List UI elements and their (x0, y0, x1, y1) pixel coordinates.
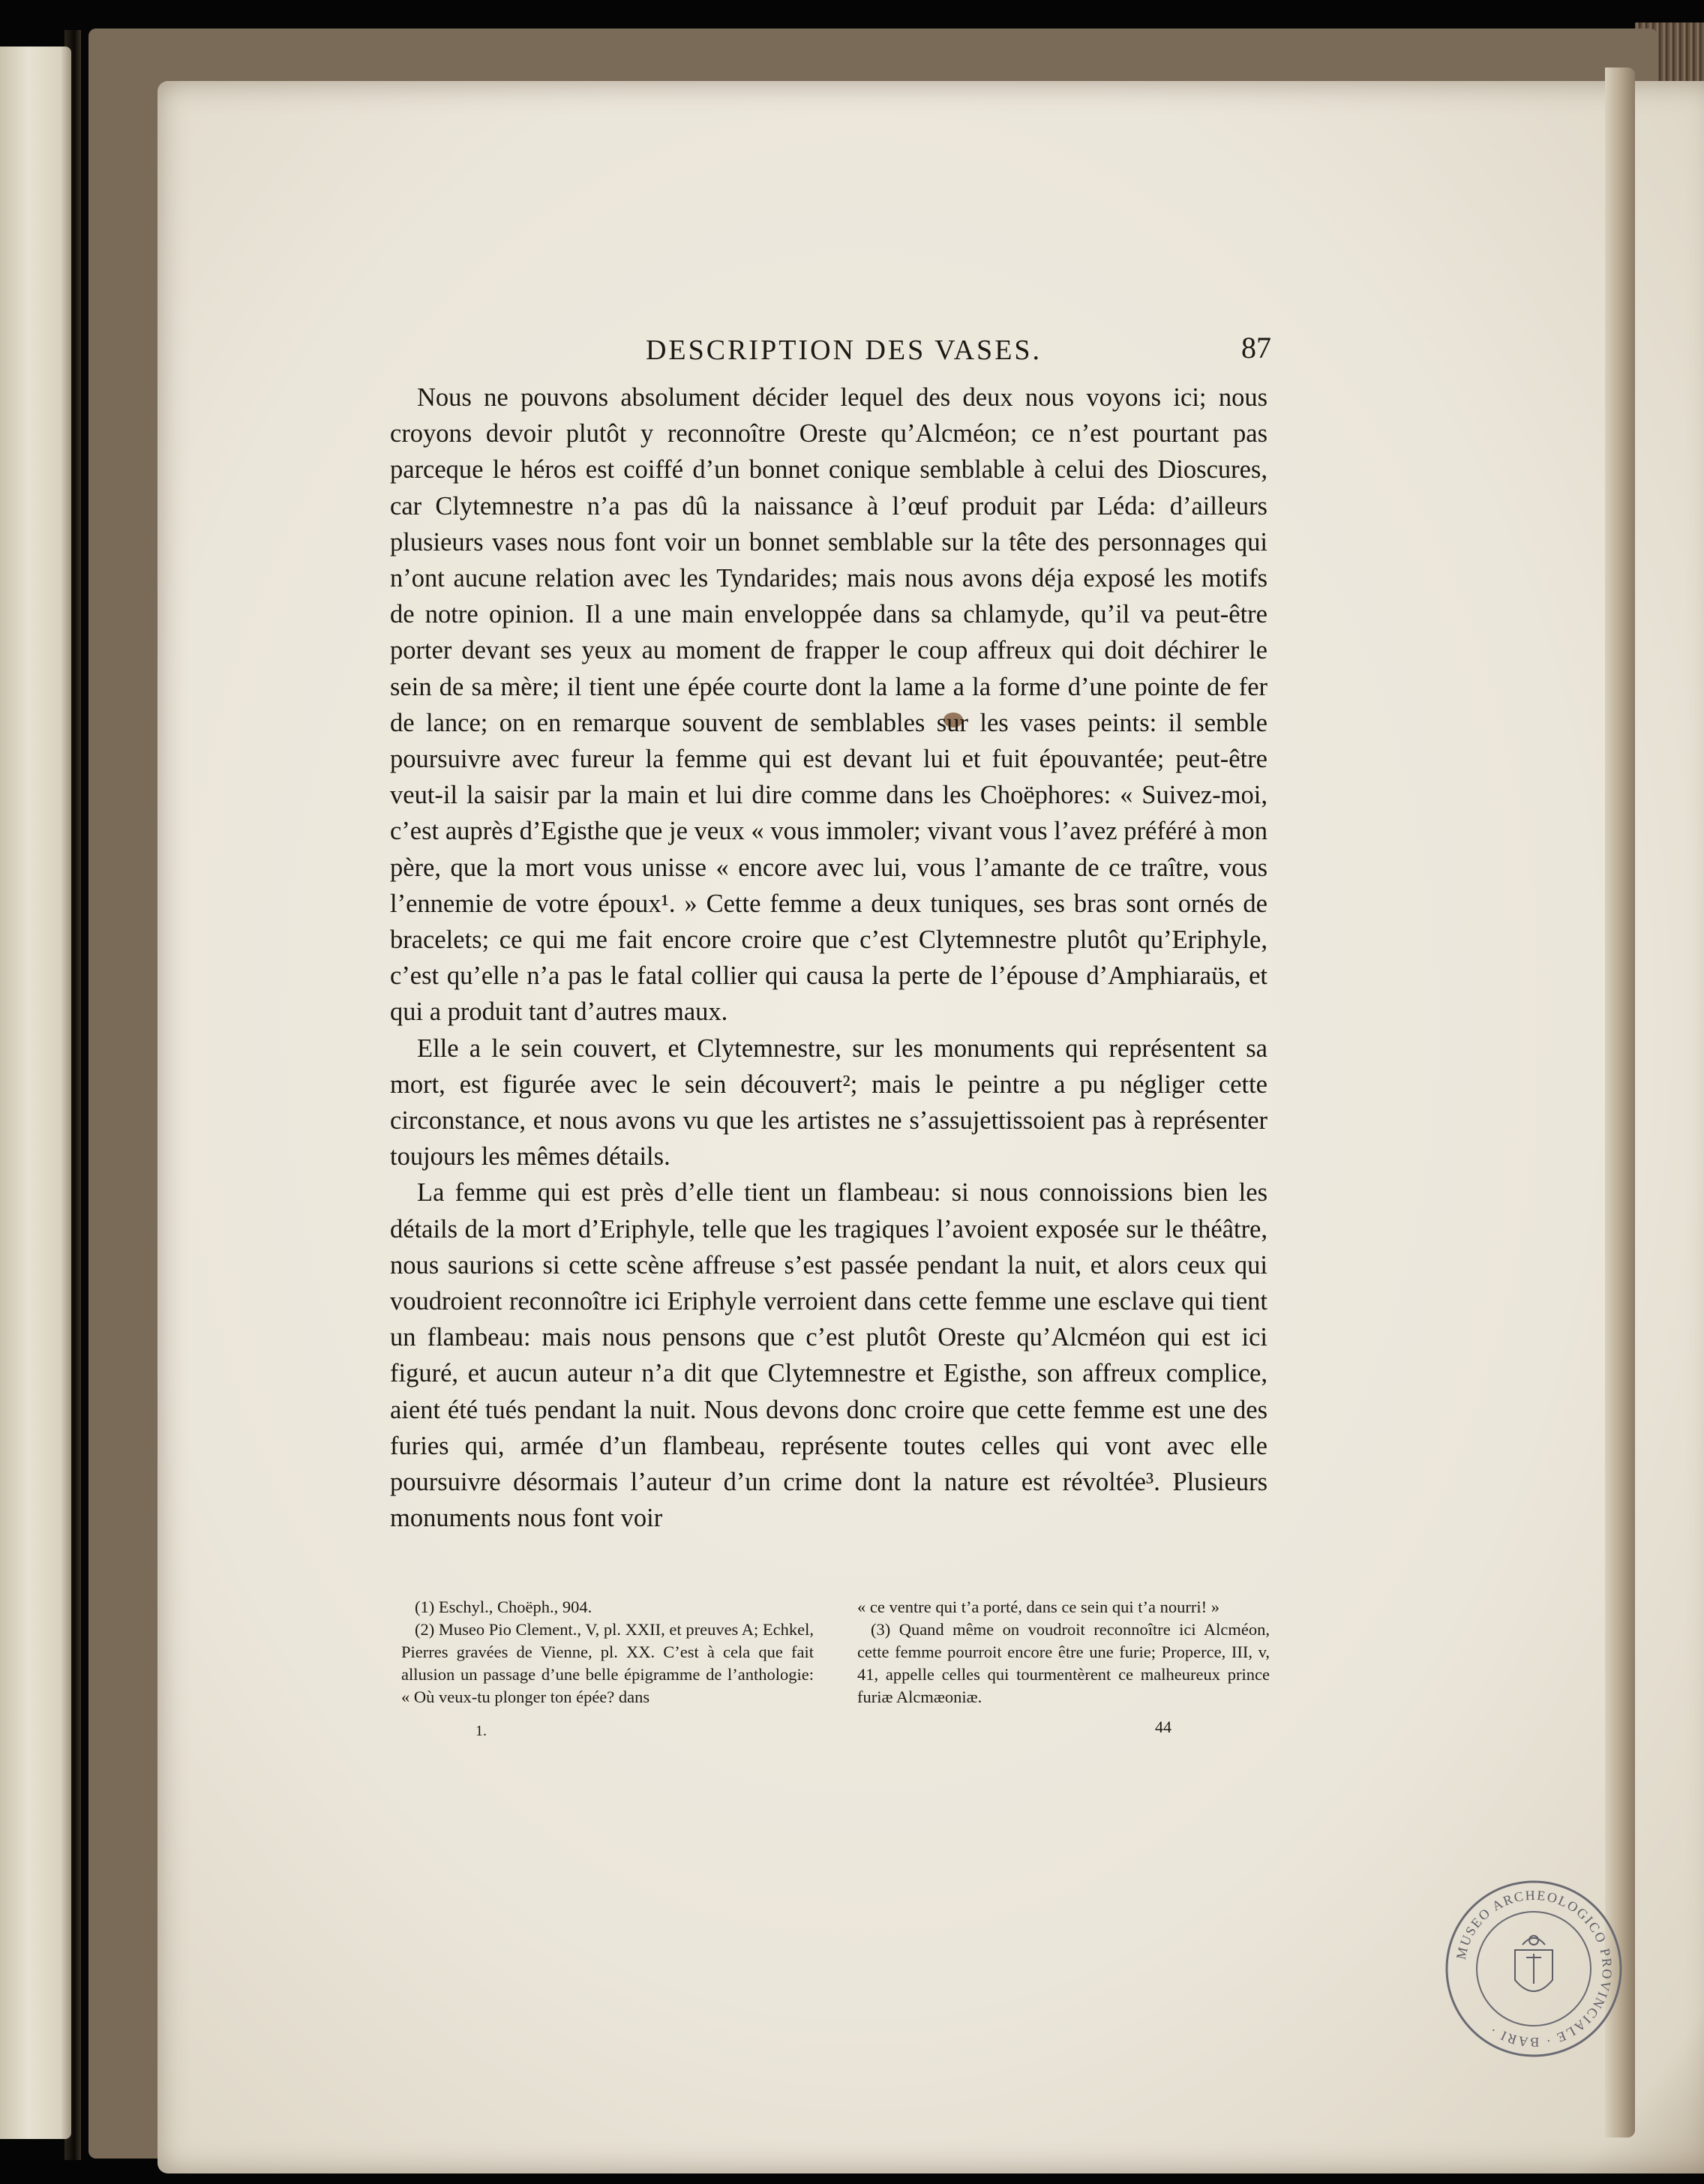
page-number: 87 (1241, 331, 1271, 364)
museum-stamp (1444, 1879, 1624, 2059)
footnote-1: (1) Eschyl., Choëph., 904. (415, 1598, 592, 1616)
footnote-2-continued: « ce ventre qui t’a porté, dans ce sein qui t’a nourri! » (857, 1598, 1220, 1616)
footnotes-right-column (857, 1596, 1270, 1708)
stamp-text: MUSEO ARCHEOLOGICO PROVINCIALE · BARI · (1453, 1887, 1616, 2050)
coat-of-arms-icon (1515, 1936, 1552, 1991)
footnote-3: (3) Quand même on voudroit reconnoître ici Alcméon, cette femme pourroit encore être une furie; Properce, III, v, 41, appelle celles qui tourmentèrent ce malheureux prince furiæ Alcmæoniæ. (857, 1620, 1270, 1706)
signature-mark: 1. (476, 1723, 487, 1739)
sheet-number: 44 (1155, 1718, 1172, 1736)
left-page-edge (0, 46, 71, 2139)
paragraph-2: Elle a le sein couvert, et Clytemnestre, sur les monuments qui représentent sa mort, est figurée avec le sein découvert²; mais le peintre a pu négliger cette circonstance, et nous avons vu que les artistes ne s’assujettissoient pas à représenter toujours les mêmes détails. (390, 1034, 1268, 1172)
running-title: DESCRIPTION DES VASES. (645, 334, 1042, 366)
page-stack-edge (1605, 68, 1635, 2138)
paragraph-1: Nous ne pouvons absolument décider lequel des deux nous voyons ici; nous croyons devoir plutôt y reconnoître Oreste qu’Alcméon; ce n’est pourtant pas parceque le héros est coiffé d’un bonnet conique semblable à celui des Dioscures, car Clytemnestre n’a pas dû la naissance à l’œuf produit par Léda: d’ailleurs plusieurs vases nous font voir un bonnet semblable sur la tête des personnages qui n’ont aucune relation avec les Tyndarides; mais nous avons déja exposé les motifs de notre opinion. Il a une main enveloppée dans sa chlamyde, qu’il va peut-être porter devant ses yeux au moment de frapper le coup affreux qui doit déchirer le sein de sa mère; il tient une épée courte dont la lame a la forme d’une pointe de fer de lance; on en remarque souvent de semblables sur les vases peints: il semble poursuivre avec fureur la femme qui est devant lui et fuit épouvantée; peut-être veut-il la saisir par la main et lui dire comme dans les Choëphores: « Suivez-moi, c’est auprès d’Egisthe que je veux « vous immoler; vivant vous l’avez préféré à mon père, que la mort vous unisse « encore avec lui, vous l’amante de ce traître, vous l’ennemie de votre époux¹. » Cette femme a deux tuniques, ses bras sont ornés de bracelets; ce qui me fait encore croire que c’est Clytemnestre plutôt qu’Eriphyle, c’est qu’elle n’a pas le fatal collier qui causa la perte de l’épouse d’Amphiaraüs, et qui a produit tant d’autres maux. (390, 383, 1268, 1027)
paragraph-3: La femme qui est près d’elle tient un flambeau: si nous connoissions bien les détails de la mort d’Eriphyle, telle que les tragiques l’avoient exposée sur le théâtre, nous saurions si cette scène affreuse s’est passée pendant la nuit, et alors ceux qui voudroient reconnoître ici Eriphyle verroient dans cette femme une esclave qui tient un flambeau: mais nous pensons que c’est plutôt Oreste qu’Alcméon qui est ici figuré, et aucun auteur n’a dit que Clytemnestre et Egisthe, son affreux complice, aient été tués pendant la nuit. Nous devons donc croire que cette femme est une des furies qui, armée d’un flambeau, représente toutes celles qui vont avec elle poursuivre désormais l’auteur d’un crime dont la nature est révoltée³. Plusieurs monuments nous font voir (390, 1178, 1268, 1533)
body-text (390, 380, 1268, 1537)
footnotes-left-column (401, 1596, 814, 1708)
footnote-2: (2) Museo Pio Clement., V, pl. XXII, et preuves A; Echkel, Pierres gravées de Vienne, pl. XX. C’est à cela que fait allusion un passage d’une belle épigramme de l’anthologie: « Où veux-tu plonger ton épée? dans (401, 1620, 814, 1706)
